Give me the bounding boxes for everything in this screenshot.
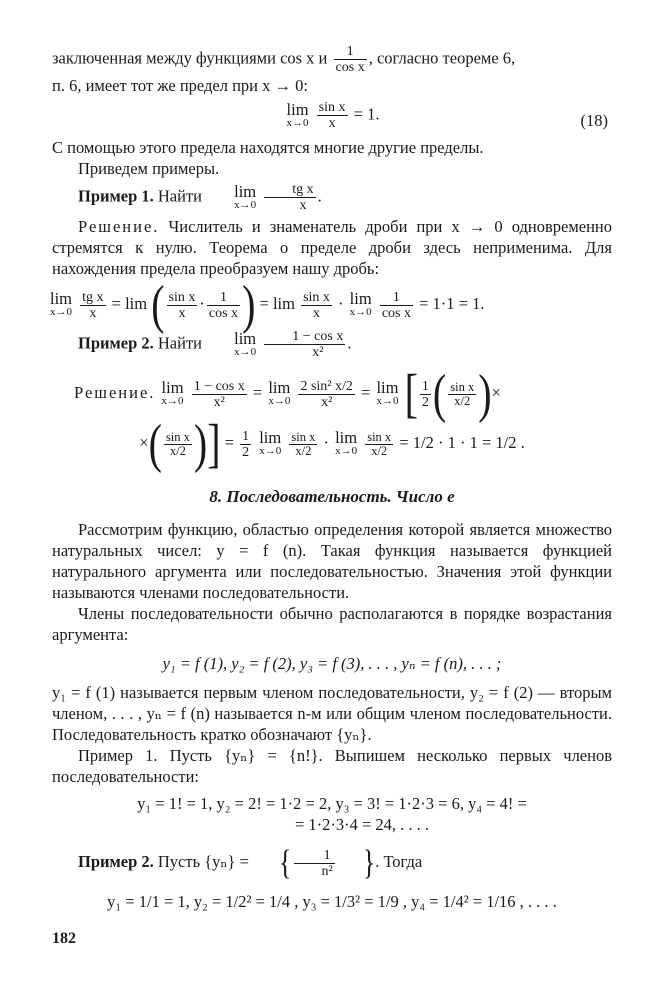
text: заключенная между функциями cos x и — [52, 48, 328, 68]
line-2: п. 6, имеет тот же предел при x → 0: — [52, 76, 308, 95]
para-intro — [52, 44, 612, 75]
factorial-line-1: y₁ = 1! = 1, y₂ = 2! = 1·2 = 2, y₃ = 3! = 1·2·3 = 6, y₄ = 4! = — [137, 794, 527, 813]
page-number: 182 — [52, 930, 76, 947]
factorial-line-2: = 1·2·3·4 = 24, . . . . — [294, 815, 430, 834]
fraction-1-cos: $\frac{1}{\text{cos x}}$ — [335, 44, 365, 75]
example-1: Пример 1. Найти lim x→0 $\frac{\text{tg x}}{x}$ . — [78, 181, 322, 213]
formula-18: lim x→0 $\frac{\text{sin x}}{x}$ = 1. (18) — [286, 99, 608, 131]
solution-2-line1: Решение. lim x→0 $\frac{\text{1 − cos x}}{\text{x²}}$ = lim x→0 $\frac{\text{2 sin² x/2}}{\text{x²}}$ = lim x→0 [ $\frac{1}{2}$ ( $\frac{\text{sin x}}{x/2}$ )× — [74, 362, 501, 424]
formula-tg: lim x→0 $\frac{\text{tg x}}{x}$ = lim ( $\frac{\text{sin x}}{x}$ · $\frac{1}{\text{cos x}}$ ) = lim $\frac{\text{sin x}}{x}$ · lim x→0 $\frac{1}{\text{cos x}}$ = 1·1 = 1. — [50, 273, 485, 335]
text: , согласно теореме 6, — [368, 48, 516, 68]
para-sequence-def: Рассмотрим функцию, областью определения которой является множество натуральных чисел: y = f (n). Такая функция называется функцией натурального аргумента или последовательностью. Значения этой функции называются членами последовательности. — [52, 520, 612, 602]
section-heading: 8. Последовательность. Число e — [209, 487, 455, 506]
line-3: С помощью этого предела находятся многие другие пределы. — [52, 138, 484, 157]
para-sequence-order: Члены последовательности обычно располагаются в порядке возрастания аргумента: — [52, 604, 612, 644]
solution-1: Решение. Числитель и знаменатель дроби при x → 0 одновременно стремятся к нулю. Теорема о пределе дроби здесь неприменима. Для нахождения предела преобразуем нашу дробь: — [52, 217, 613, 278]
para-terms: y₁ = f (1) называется первым членом последовательности, y₂ = f (2) — вторым членом, . . . , yₙ = f (n) называется n-м или общим членом последовательности. Последовательность кратко обозначают {yₙ}. — [52, 683, 612, 744]
reciprocal-squares-line: y₁ = 1/1 = 1, y₂ = 1/2² = 1/4 , y₃ = 1/3² = 1/9 , y₄ = 1/4² = 1/16 , . . . . — [107, 892, 557, 911]
para-example-2: Пример 2. Пусть {yₙ} = { $\frac{1}{\text{n²}}$ }. Тогда — [78, 842, 423, 882]
sequence-formula: y₁ = f (1), y₂ = f (2), y₃ = f (3), . . . , yₙ = f (n), . . . ; — [162, 654, 502, 673]
equation-number: (18) — [580, 111, 608, 130]
example-2: Пример 2. Найти lim x→0 $\frac{\text{1 − cos x}}{\text{x²}}$ . — [78, 328, 352, 360]
line-4: Приведем примеры. — [78, 159, 220, 178]
page-body — [52, 38, 612, 920]
para-example-1: Пример 1. Пусть {yₙ} = {n!}. Выпишем несколько первых членов последовательности: — [52, 746, 612, 786]
solution-2-line2: ×( $\frac{\text{sin x}}{x/2}$ )] = $\frac{1}{2}$ lim x→0 $\frac{\text{sin x}}{x/2}$ · lim x→0 $\frac{\text{sin x}}{x/2}$ = 1/2 · 1 · 1 = 1/2 . — [139, 412, 525, 474]
